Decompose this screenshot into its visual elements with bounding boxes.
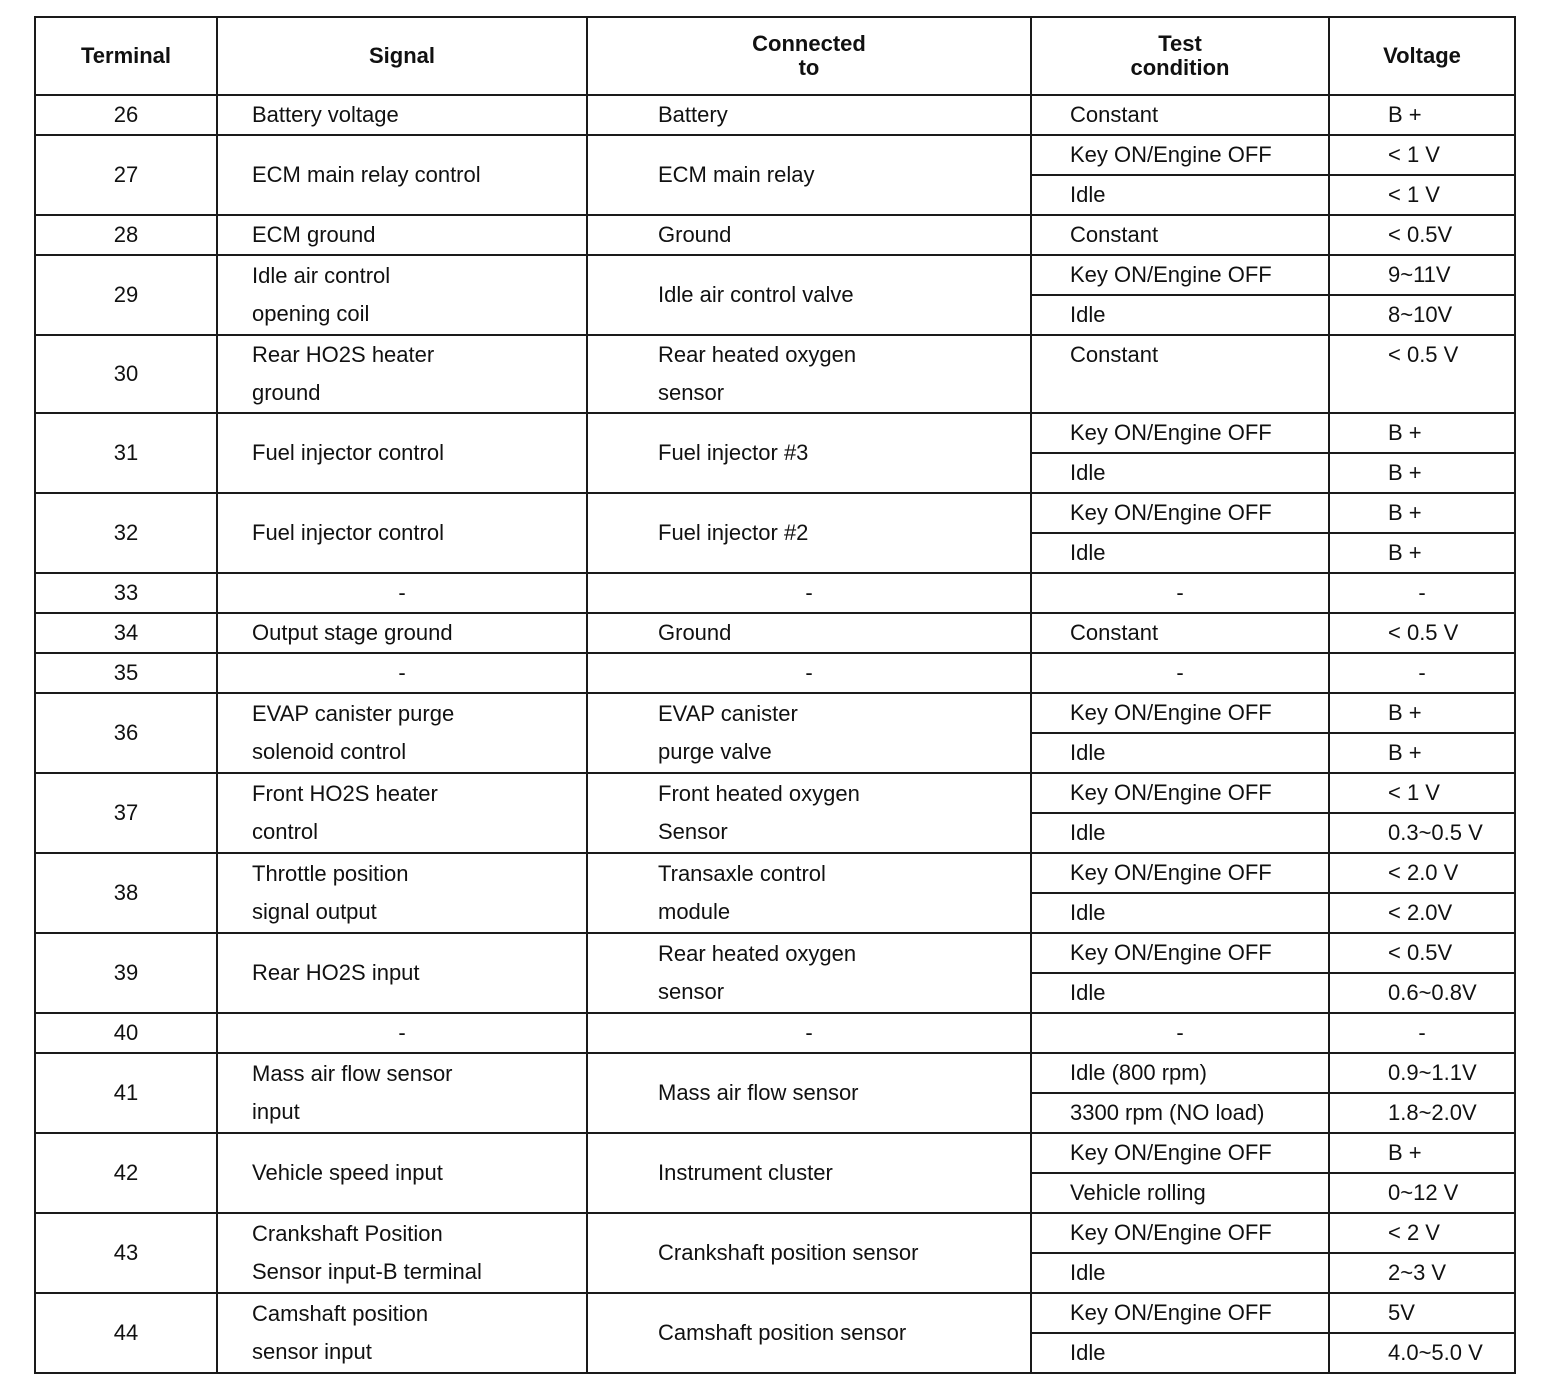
voltage-cell: B + <box>1329 413 1515 453</box>
test-condition-cell: Idle <box>1031 453 1329 493</box>
connected-line: Transaxle control <box>658 861 826 886</box>
connected-line: module <box>658 899 731 924</box>
voltage-cell: 0~12 V <box>1329 1173 1515 1213</box>
table-row <box>35 693 1515 733</box>
test-condition-cell: - <box>1031 653 1329 693</box>
signal-cell <box>217 653 587 693</box>
voltage-cell: B + <box>1329 533 1515 573</box>
header-connected-line1: Connected <box>752 31 866 56</box>
table-row <box>35 493 1515 533</box>
signal-cell <box>217 1133 587 1213</box>
connected-cell <box>587 853 1031 933</box>
test-condition-cell: Key ON/Engine OFF <box>1031 135 1329 175</box>
terminal-number: 44 <box>35 1293 217 1373</box>
signal-line: ECM ground <box>252 222 376 247</box>
signal-cell <box>217 95 587 135</box>
voltage-cell: B + <box>1329 453 1515 493</box>
voltage-cell: - <box>1329 1013 1515 1053</box>
terminal-number: 40 <box>35 1013 217 1053</box>
test-condition-cell: Idle <box>1031 1333 1329 1373</box>
voltage-cell: 8~10V <box>1329 295 1515 335</box>
terminal-number: 26 <box>35 95 217 135</box>
terminal-number: 28 <box>35 215 217 255</box>
voltage-cell: < 0.5V <box>1329 933 1515 973</box>
signal-line: Idle air control <box>252 263 391 288</box>
table-row <box>35 413 1515 453</box>
voltage-cell: - <box>1329 653 1515 693</box>
terminal-number: 38 <box>35 853 217 933</box>
table-row <box>35 573 1515 613</box>
signal-line: - <box>398 660 406 685</box>
connected-line: Fuel injector #3 <box>658 440 809 465</box>
terminal-number: 41 <box>35 1053 217 1133</box>
voltage-cell: 1.8~2.0V <box>1329 1093 1515 1133</box>
connected-cell <box>587 933 1031 1013</box>
voltage-cell: 0.6~0.8V <box>1329 973 1515 1013</box>
signal-line: input <box>252 1099 300 1124</box>
test-condition-cell: Key ON/Engine OFF <box>1031 853 1329 893</box>
test-condition-cell: Idle <box>1031 973 1329 1013</box>
table-row <box>35 1213 1515 1253</box>
voltage-cell: < 0.5 V <box>1329 335 1515 413</box>
signal-line: Battery voltage <box>252 102 399 127</box>
header-test-line2: condition <box>1130 55 1230 80</box>
signal-cell <box>217 1293 587 1373</box>
test-condition-cell: - <box>1031 1013 1329 1053</box>
signal-line: opening coil <box>252 301 370 326</box>
signal-line: - <box>398 1020 406 1045</box>
test-condition-cell: Idle <box>1031 295 1329 335</box>
table-row <box>35 653 1515 693</box>
signal-line: Vehicle speed input <box>252 1160 443 1185</box>
test-condition-cell: Key ON/Engine OFF <box>1031 933 1329 973</box>
voltage-cell: B + <box>1329 693 1515 733</box>
header-voltage: Voltage <box>1329 17 1515 95</box>
connected-cell <box>587 653 1031 693</box>
connected-cell <box>587 1213 1031 1293</box>
connected-line: Rear heated oxygen <box>658 941 857 966</box>
terminal-number: 34 <box>35 613 217 653</box>
signal-cell <box>217 573 587 613</box>
signal-line: Sensor input-B terminal <box>252 1259 482 1284</box>
test-condition-cell: Idle <box>1031 733 1329 773</box>
connected-line: sensor <box>658 380 725 405</box>
test-condition-cell: Vehicle rolling <box>1031 1173 1329 1213</box>
voltage-cell: 0.3~0.5 V <box>1329 813 1515 853</box>
test-condition-cell: Key ON/Engine OFF <box>1031 1293 1329 1333</box>
signal-cell <box>217 493 587 573</box>
voltage-cell: B + <box>1329 1133 1515 1173</box>
signal-line: control <box>252 819 319 844</box>
table-row <box>35 335 1515 413</box>
terminal-number: 29 <box>35 255 217 335</box>
test-condition-cell: Key ON/Engine OFF <box>1031 413 1329 453</box>
signal-line: Fuel injector control <box>252 520 444 545</box>
header-terminal: Terminal <box>35 17 217 95</box>
terminal-number: 30 <box>35 335 217 413</box>
connected-line: - <box>805 1020 813 1045</box>
connected-cell <box>587 613 1031 653</box>
test-condition-cell: Constant <box>1031 215 1329 255</box>
connected-cell <box>587 1013 1031 1053</box>
test-condition-cell: Key ON/Engine OFF <box>1031 773 1329 813</box>
table-row <box>35 1293 1515 1333</box>
signal-line: solenoid control <box>252 739 407 764</box>
connected-line: EVAP canister <box>658 701 798 726</box>
voltage-cell: < 2 V <box>1329 1213 1515 1253</box>
voltage-cell: B + <box>1329 493 1515 533</box>
signal-line: signal output <box>252 899 377 924</box>
connected-cell <box>587 573 1031 613</box>
table-row <box>35 773 1515 813</box>
signal-line: ground <box>252 380 321 405</box>
signal-line: Crankshaft Position <box>252 1221 443 1246</box>
connected-line: Ground <box>658 222 732 247</box>
terminal-number: 43 <box>35 1213 217 1293</box>
signal-line: Output stage ground <box>252 620 453 645</box>
signal-line: Front HO2S heater <box>252 781 438 806</box>
signal-line: - <box>398 580 406 605</box>
test-condition-cell: Key ON/Engine OFF <box>1031 693 1329 733</box>
table-row <box>35 95 1515 135</box>
connected-cell <box>587 1053 1031 1133</box>
header-test-line1: Test <box>1158 31 1202 56</box>
test-condition-cell: Idle <box>1031 175 1329 215</box>
voltage-cell: - <box>1329 573 1515 613</box>
connected-line: Mass air flow sensor <box>658 1080 859 1105</box>
test-condition-cell: Key ON/Engine OFF <box>1031 255 1329 295</box>
signal-cell <box>217 413 587 493</box>
connected-line: Idle air control valve <box>658 282 854 307</box>
signal-cell <box>217 613 587 653</box>
test-condition-cell: - <box>1031 573 1329 613</box>
terminal-number: 33 <box>35 573 217 613</box>
signal-line: Rear HO2S heater <box>252 342 435 367</box>
table-row <box>35 933 1515 973</box>
signal-cell <box>217 135 587 215</box>
connected-cell <box>587 1133 1031 1213</box>
signal-cell <box>217 933 587 1013</box>
connected-line: Crankshaft position sensor <box>658 1240 919 1265</box>
voltage-cell: < 1 V <box>1329 175 1515 215</box>
test-condition-cell: Key ON/Engine OFF <box>1031 1213 1329 1253</box>
test-condition-cell: Constant <box>1031 95 1329 135</box>
test-condition-cell: Idle <box>1031 533 1329 573</box>
voltage-cell: < 1 V <box>1329 773 1515 813</box>
header-row <box>35 17 1515 95</box>
header-signal: Signal <box>217 17 587 95</box>
test-condition-cell: Key ON/Engine OFF <box>1031 493 1329 533</box>
test-condition-cell: Idle <box>1031 813 1329 853</box>
signal-cell <box>217 853 587 933</box>
terminal-number: 36 <box>35 693 217 773</box>
terminal-number: 42 <box>35 1133 217 1213</box>
signal-line: Fuel injector control <box>252 440 444 465</box>
terminal-number: 39 <box>35 933 217 1013</box>
header-test-condition <box>1031 17 1329 95</box>
signal-line: Camshaft position <box>252 1301 429 1326</box>
signal-cell <box>217 1013 587 1053</box>
connected-line: purge valve <box>658 739 772 764</box>
table-row <box>35 215 1515 255</box>
signal-line: ECM main relay control <box>252 162 481 187</box>
test-condition-cell: Key ON/Engine OFF <box>1031 1133 1329 1173</box>
test-condition-cell: Idle <box>1031 893 1329 933</box>
connected-cell <box>587 95 1031 135</box>
signal-cell <box>217 215 587 255</box>
terminal-number: 37 <box>35 773 217 853</box>
connected-line: Camshaft position sensor <box>658 1320 907 1345</box>
voltage-cell: < 1 V <box>1329 135 1515 175</box>
table-row <box>35 613 1515 653</box>
connected-cell <box>587 1293 1031 1373</box>
signal-cell <box>217 1053 587 1133</box>
signal-cell <box>217 255 587 335</box>
signal-line: Rear HO2S input <box>252 960 420 985</box>
signal-cell <box>217 773 587 853</box>
signal-cell <box>217 335 587 413</box>
connected-cell <box>587 335 1031 413</box>
connected-cell <box>587 413 1031 493</box>
test-condition-cell: Idle (800 rpm) <box>1031 1053 1329 1093</box>
terminal-number: 31 <box>35 413 217 493</box>
connected-line: Fuel injector #2 <box>658 520 809 545</box>
test-condition-cell: Idle <box>1031 1253 1329 1293</box>
signal-line: Mass air flow sensor <box>252 1061 453 1086</box>
connected-line: ECM main relay <box>658 162 815 187</box>
table-row <box>35 1013 1515 1053</box>
table-row <box>35 255 1515 295</box>
connected-line: Instrument cluster <box>658 1160 833 1185</box>
connected-line: Rear heated oxygen <box>658 342 857 367</box>
terminal-table <box>34 16 1516 1374</box>
terminal-number: 27 <box>35 135 217 215</box>
connected-line: Front heated oxygen <box>658 781 860 806</box>
table-row <box>35 1053 1515 1093</box>
table-body <box>35 95 1515 1373</box>
voltage-cell: 4.0~5.0 V <box>1329 1333 1515 1373</box>
connected-cell <box>587 135 1031 215</box>
connected-cell <box>587 255 1031 335</box>
terminal-number: 35 <box>35 653 217 693</box>
table-row <box>35 135 1515 175</box>
voltage-cell: 9~11V <box>1329 255 1515 295</box>
voltage-cell: B + <box>1329 733 1515 773</box>
terminal-number: 32 <box>35 493 217 573</box>
connected-cell <box>587 693 1031 773</box>
test-condition-cell: Constant <box>1031 613 1329 653</box>
connected-line: Ground <box>658 620 732 645</box>
connected-line: - <box>805 660 813 685</box>
voltage-cell: < 0.5 V <box>1329 613 1515 653</box>
header-connected-line2: to <box>798 55 820 80</box>
connected-line: sensor <box>658 979 725 1004</box>
header-connected-to <box>587 17 1031 95</box>
voltage-cell: 2~3 V <box>1329 1253 1515 1293</box>
connected-line: - <box>805 580 813 605</box>
voltage-cell: 5V <box>1329 1293 1515 1333</box>
voltage-cell: < 2.0V <box>1329 893 1515 933</box>
connected-cell <box>587 215 1031 255</box>
connected-cell <box>587 773 1031 853</box>
voltage-cell: B + <box>1329 95 1515 135</box>
signal-line: EVAP canister purge <box>252 701 455 726</box>
voltage-cell: 0.9~1.1V <box>1329 1053 1515 1093</box>
signal-line: Throttle position <box>252 861 409 886</box>
table-row <box>35 1133 1515 1173</box>
test-condition-cell: 3300 rpm (NO load) <box>1031 1093 1329 1133</box>
connected-line: Battery <box>658 102 728 127</box>
test-condition-cell: Constant <box>1031 335 1329 413</box>
voltage-cell: < 2.0 V <box>1329 853 1515 893</box>
voltage-cell: < 0.5V <box>1329 215 1515 255</box>
connected-cell <box>587 493 1031 573</box>
signal-cell <box>217 693 587 773</box>
signal-line: sensor input <box>252 1339 372 1364</box>
signal-cell <box>217 1213 587 1293</box>
table-row <box>35 853 1515 893</box>
connected-line: Sensor <box>658 819 728 844</box>
